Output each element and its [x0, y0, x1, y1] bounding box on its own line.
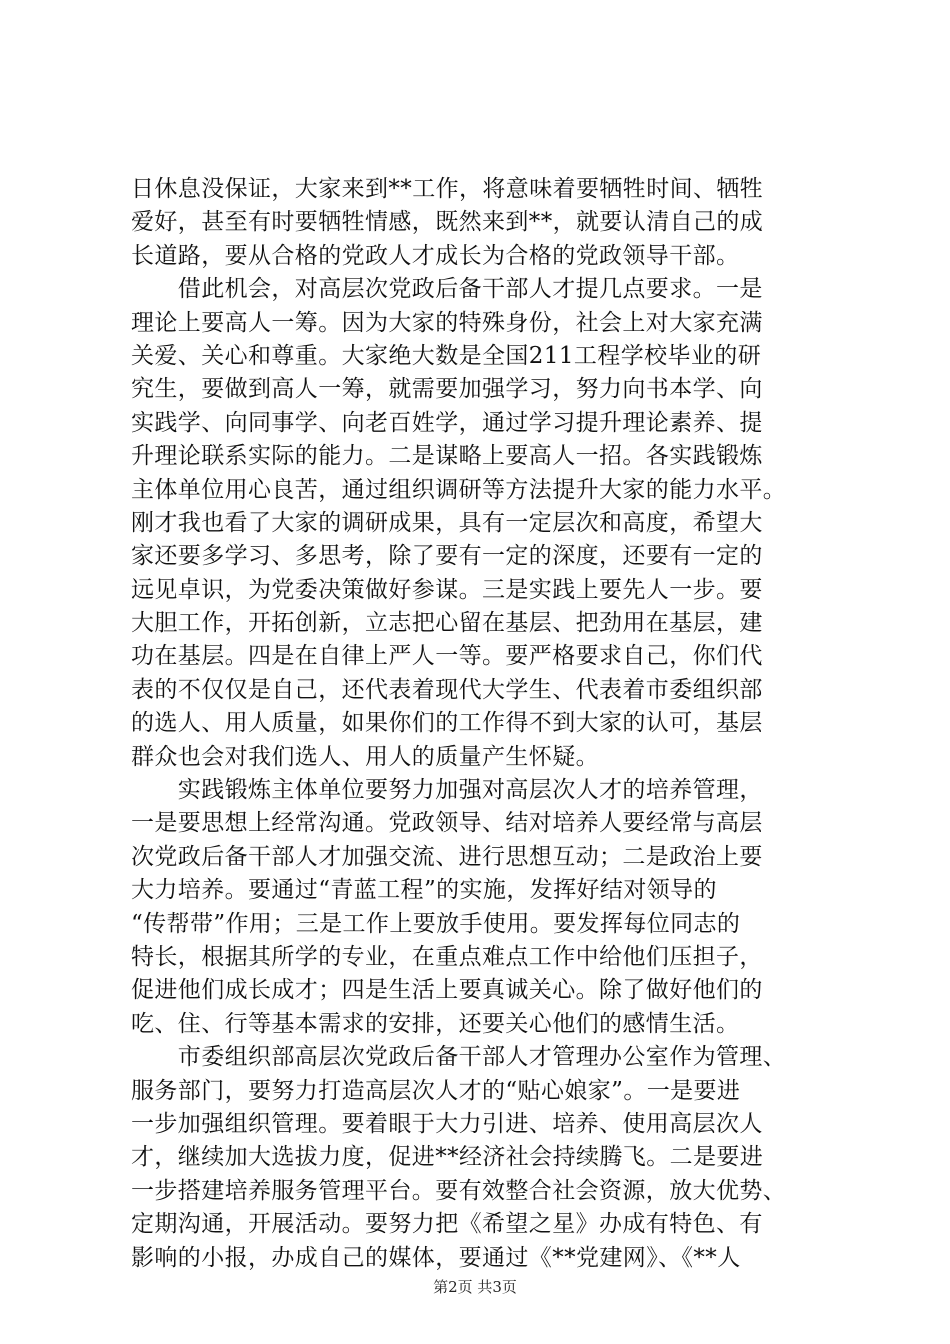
text-line: 定期沟通，开展活动。要努力把《希望之星》办成有特色、有: [131, 1211, 763, 1238]
text-line: 功在基层。四是在自律上严人一等。要严格要求自己，你们代: [131, 643, 763, 670]
text-line: 促进他们成长成才；四是生活上要真诚关心。除了做好他们的: [131, 977, 763, 1004]
text-line: 的选人、用人质量，如果你们的工作得不到大家的认可，基层: [131, 710, 763, 737]
text-line: 借此机会，对高层次党政后备干部人才提几点要求。一是: [131, 276, 763, 303]
text-line: 特长，根据其所学的专业，在重点难点工作中给他们压担子，: [131, 943, 763, 970]
text-line: 家还要多学习、多思考，除了要有一定的深度，还要有一定的: [131, 543, 763, 570]
text-line: 才，继续加大选拔力度，促进**经济社会持续腾飞。二是要进: [131, 1144, 764, 1171]
text-line: 一步搭建培养服务管理平台。要有效整合社会资源，放大优势、: [131, 1177, 787, 1204]
text-line: 理论上要高人一筹。因为大家的特殊身份，社会上对大家充满: [131, 309, 763, 336]
text-line: 表的不仅仅是自己，还代表着现代大学生、代表着市委组织部: [131, 676, 763, 703]
text-line: 究生，要做到高人一筹，就需要加强学习，努力向书本学、向: [131, 376, 763, 403]
text-line: 实践锻炼主体单位要努力加强对高层次人才的培养管理，: [131, 777, 763, 804]
text-line: 升理论联系实际的能力。二是谋略上要高人一招。各实践锻炼: [131, 443, 763, 470]
text-line: “传帮带”作用；三是工作上要放手使用。要发挥每位同志的: [131, 910, 741, 937]
text-line: 主体单位用心良苦，通过组织调研等方法提升大家的能力水平。: [131, 476, 787, 503]
text-line: 刚才我也看了大家的调研成果，具有一定层次和高度，希望大: [131, 509, 763, 536]
text-line: 大力培养。要通过“青蓝工程”的实施，发挥好结对领导的: [131, 877, 717, 904]
text-line: 大胆工作，开拓创新，立志把心留在基层、把劲用在基层，建: [131, 610, 763, 637]
text-line: 影响的小报，办成自己的媒体，要通过《**党建网》、《**人: [131, 1244, 741, 1271]
text-line: 远见卓识，为党委决策做好参谋。三是实践上要先人一步。要: [131, 576, 763, 603]
text-line: 一步加强组织管理。要着眼于大力引进、培养、使用高层次人: [131, 1110, 763, 1137]
text-line: 实践学、向同事学、向老百姓学，通过学习提升理论素养、提: [131, 409, 763, 436]
text-line: 吃、住、行等基本需求的安排，还要关心他们的感情生活。: [131, 1010, 740, 1037]
text-line: 次党政后备干部人才加强交流、进行思想互动；二是政治上要: [131, 843, 763, 870]
text-line: 长道路，要从合格的党政人才成长为合格的党政领导干部。: [131, 242, 740, 269]
text-line: 市委组织部高层次党政后备干部人才管理办公室作为管理、: [131, 1044, 787, 1071]
text-line: 爱好，甚至有时要牺牲情感，既然来到**，就要认清自己的成: [131, 209, 764, 236]
page-number-footer: 第2页 共3页: [433, 1278, 517, 1296]
text-line: 日休息没保证，大家来到**工作，将意味着要牺牲时间、牺牲: [131, 176, 764, 202]
text-line: 服务部门，要努力打造高层次人才的“贴心娘家”。一是要进: [131, 1077, 741, 1104]
text-line: 群众也会对我们选人、用人的质量产生怀疑。: [131, 743, 599, 770]
body-text: [131, 173, 841, 1275]
text-line: 一是要思想上经常沟通。党政领导、结对培养人要经常与高层: [131, 810, 763, 837]
text-line: 关爱、关心和尊重。大家绝大数是全国211工程学校毕业的研: [131, 342, 762, 369]
